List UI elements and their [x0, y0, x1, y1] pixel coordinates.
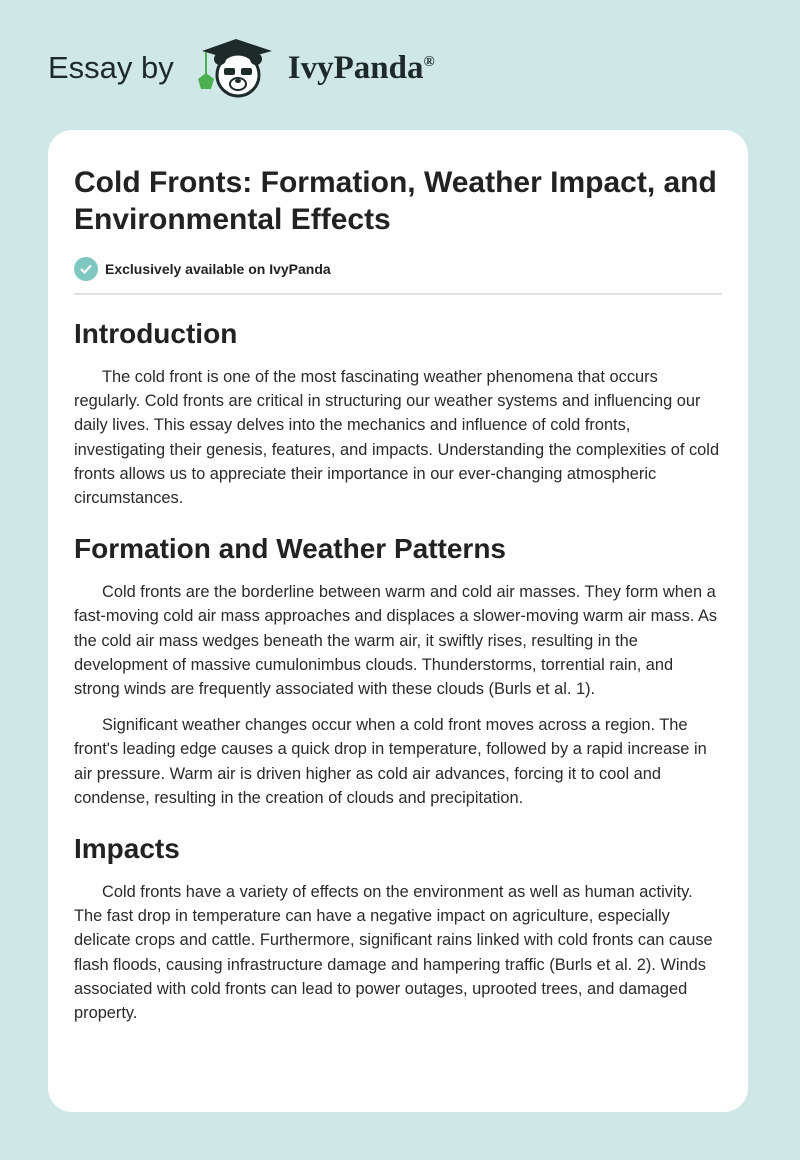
paragraph: Cold fronts have a variety of effects on the environment as well as human activity. The fast drop in temperature can have a negative impact on agriculture, especially delicate crops and cattle. Furthermore, significant rains linked with cold fronts can cause flash floods, causing infrastructure damage and hampering traffic (Burls et al. 2). Winds associated with cold fronts can lead to power outages, uprooted trees, and damaged property. [74, 883, 713, 1023]
site-header [48, 36, 435, 100]
paragraph: The cold front is one of the most fascinating weather phenomena that occurs regularly. Cold fronts are critical in structuring our weather systems and influencing our daily lives. This essay delves into the mechanics and influence of cold fronts, investigating their genesis, features, and impacts. Understanding the complexities of cold fronts allows us to appreciate their importance in our ever-changing atmospheric circumstances. [74, 368, 720, 508]
section-heading: Formation and Weather Patterns [74, 533, 507, 565]
essay-title: Cold Fronts: Formation, Weather Impact, and Environmental Effects [74, 166, 717, 236]
paragraph: Cold fronts are the borderline between warm and cold air masses. They form when a fast-moving cold air mass approaches and displaces a slower-moving warm air mass. As the cold air mass wedges beneath the warm air, it swiftly rises, resulting in the development of massive cumulonimbus clouds. Thunderstorms, torrential rain, and strong winds are frequently associated with these clouds (Burls et al. 1). [74, 583, 718, 699]
section-introduction [74, 317, 722, 510]
divider [74, 293, 722, 295]
paragraph: Significant weather changes occur when a cold front moves across a region. The front's leading edge causes a quick drop in temperature, followed by a rapid increase in air pressure. Warm air is driven higher as cold air advances, forcing it to cool and condense, resulting in the creation of clouds and precipitation. [74, 716, 707, 807]
section-heading: Impacts [74, 833, 180, 865]
essay-by-label: Essay by [48, 50, 174, 85]
essay-card [48, 130, 748, 1112]
panda-logo-icon[interactable] [192, 37, 276, 99]
badge-text: Exclusively available on IvyPanda [105, 261, 331, 277]
registered-mark: ® [423, 53, 435, 70]
brand-text: IvyPanda [287, 49, 424, 86]
check-icon [74, 257, 98, 281]
brand-name[interactable] [288, 50, 435, 87]
section-impacts [74, 832, 722, 1025]
section-formation [74, 532, 722, 810]
section-heading: Introduction [74, 318, 238, 349]
exclusive-badge [74, 257, 722, 281]
